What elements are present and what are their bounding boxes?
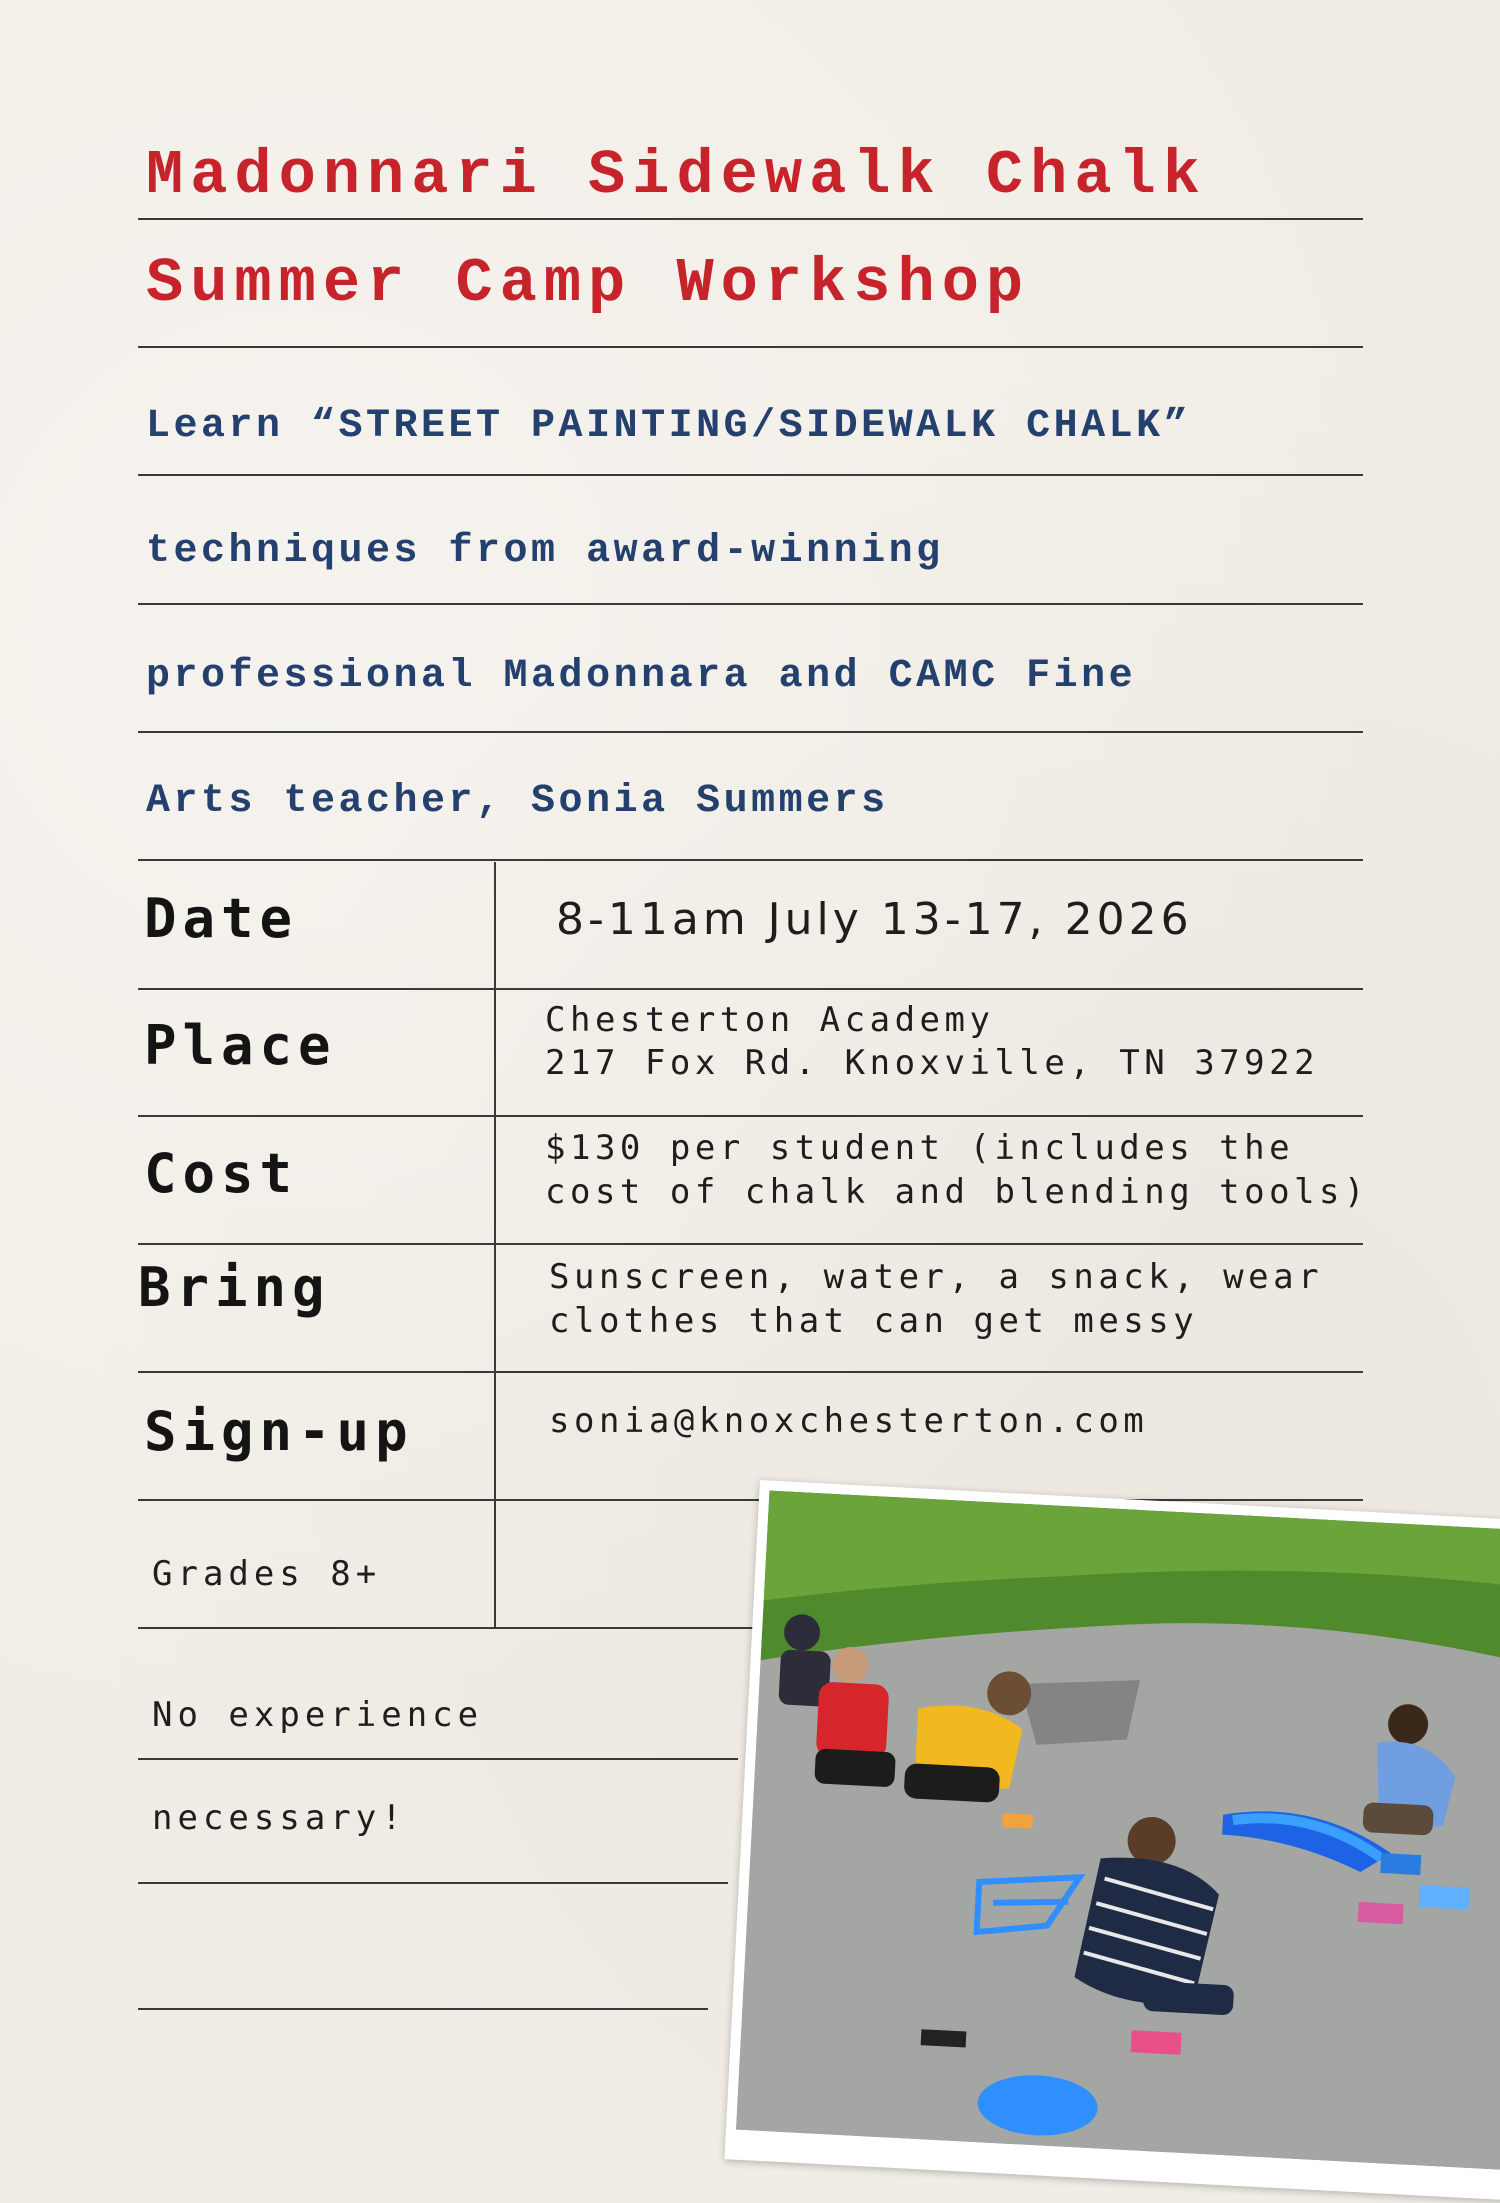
- divider: [138, 474, 1363, 476]
- cost-label: Cost: [144, 1142, 299, 1205]
- divider: [138, 2008, 708, 2010]
- date-value: 8-11am July 13-17, 2026: [556, 894, 1193, 945]
- bring-line-2: clothes that can get messy: [549, 1301, 1199, 1341]
- divider: [138, 859, 1363, 861]
- divider: [138, 1882, 728, 1884]
- divider: [138, 1627, 758, 1629]
- signup-email[interactable]: sonia@knoxchesterton.com: [549, 1401, 1149, 1441]
- divider: [138, 218, 1363, 220]
- chalk-art-photo: [724, 1480, 1500, 2203]
- cost-line-2: cost of chalk and blending tools): [545, 1172, 1370, 1212]
- title-line-2: Summer Camp Workshop: [146, 248, 1031, 319]
- divider: [138, 1758, 738, 1760]
- table-column-divider: [494, 862, 496, 1628]
- divider: [138, 731, 1363, 733]
- bring-line-1: Sunscreen, water, a snack, wear: [549, 1257, 1324, 1297]
- note-line-2: necessary!: [152, 1798, 407, 1838]
- divider: [138, 988, 1363, 990]
- intro-line-1: Learn “STREET PAINTING/SIDEWALK CHALK”: [146, 404, 1192, 449]
- intro-line-4: Arts teacher, Sonia Summers: [146, 779, 889, 824]
- photo-illustration: [736, 1491, 1500, 2172]
- note-line-1: No experience: [152, 1695, 484, 1735]
- divider: [138, 346, 1363, 348]
- intro-line-2: techniques from award-winning: [146, 529, 944, 574]
- date-label: Date: [144, 887, 299, 950]
- divider: [138, 603, 1363, 605]
- title-line-1: Madonnari Sidewalk Chalk: [146, 140, 1207, 211]
- divider: [138, 1499, 1363, 1501]
- place-line-1: Chesterton Academy: [545, 1000, 995, 1040]
- signup-label: Sign-up: [144, 1400, 414, 1463]
- place-line-2: 217 Fox Rd. Knoxville, TN 37922: [545, 1043, 1320, 1083]
- bring-label: Bring: [138, 1256, 331, 1319]
- grades-text: Grades 8+: [152, 1554, 382, 1594]
- cost-line-1: $130 per student (includes the: [545, 1128, 1295, 1168]
- divider: [138, 1371, 1363, 1373]
- divider: [138, 1115, 1363, 1117]
- divider: [138, 1243, 1363, 1245]
- intro-line-3: professional Madonnara and CAMC Fine: [146, 654, 1137, 699]
- place-label: Place: [144, 1014, 337, 1077]
